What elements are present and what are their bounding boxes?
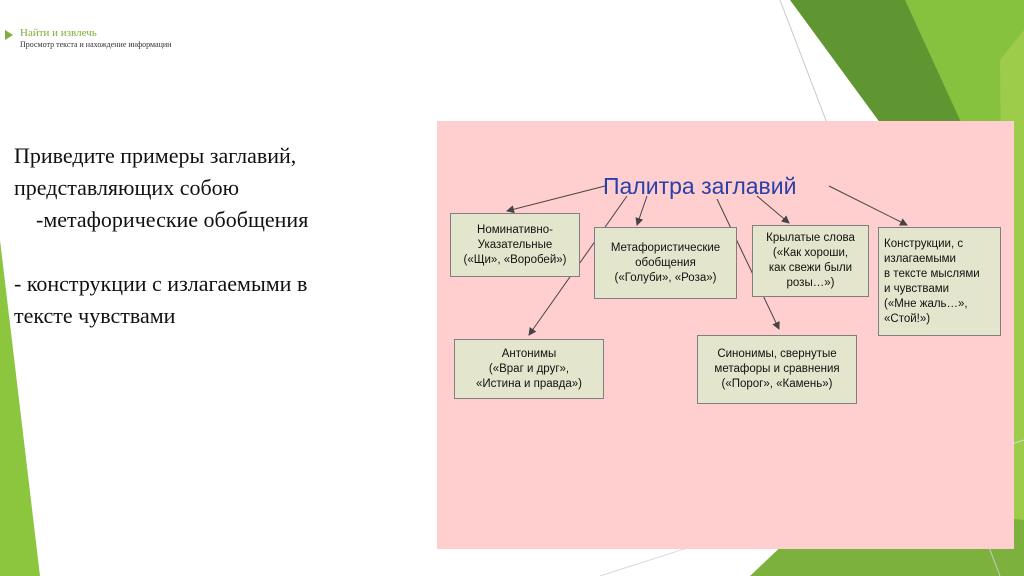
body-line-6: тексте чувствами	[14, 303, 176, 328]
arrow-to-metaphoric	[637, 196, 647, 225]
box-metaphoric-line-2: обобщения	[635, 256, 696, 269]
box-constructions-line-3: в тексте мыслями	[884, 267, 980, 280]
box-metaphoric	[594, 227, 737, 299]
slide-kicker: Найти и извлечь	[20, 27, 97, 39]
box-winged-line-3: как свежи были	[768, 262, 853, 274]
box-synonyms-line-3: («Порог», «Камень»)	[721, 378, 833, 390]
box-constructions	[878, 227, 1001, 336]
box-metaphoric-line-3: («Голуби», «Роза»)	[614, 271, 717, 284]
box-antonyms-line-3: «Истина и правда»)	[476, 377, 582, 390]
box-constructions-line-5: («Мне жаль…»,	[884, 297, 968, 310]
box-antonyms-line-1: Антонимы	[501, 347, 557, 360]
box-nominative-line-2: Указательные	[477, 238, 553, 251]
box-synonyms	[697, 335, 857, 404]
slide-kicker-subtitle: Просмотр текста и нахождение информации	[20, 40, 172, 49]
box-antonyms	[454, 339, 604, 399]
body-line-3: -метафорические обобщения	[36, 207, 309, 232]
box-nominative-line-3: («Щи», «Воробей»)	[463, 253, 567, 266]
arrow-to-constructions	[829, 186, 907, 225]
box-metaphoric-line-1: Метафористические	[610, 241, 721, 254]
box-constructions-line-4: и чувствами	[884, 282, 950, 295]
box-constructions-line-1: Конструкции, с	[884, 237, 964, 250]
body-line-5: - конструкции с излагаемыми в	[14, 271, 308, 296]
box-synonyms-line-1: Синонимы, свернутые	[717, 348, 837, 360]
header-arrow-icon	[5, 30, 13, 40]
body-line-2: представляющих собою	[14, 175, 240, 200]
body-line-1: Приведите примеры заглавий,	[14, 143, 297, 168]
box-winged	[752, 225, 869, 297]
diagram-title: Палитра заглавий	[603, 173, 797, 199]
box-constructions-line-6: «Стой!»)	[884, 312, 931, 325]
diagram-panel	[437, 121, 1014, 549]
slide-body-text	[14, 140, 434, 332]
box-antonyms-line-2: («Враг и друг»,	[488, 362, 570, 375]
arrow-to-winged	[757, 196, 789, 223]
box-constructions-line-2: излагаемыми	[884, 252, 956, 265]
box-nominative	[450, 213, 580, 277]
box-synonyms-line-2: метафоры и сравнения	[714, 363, 840, 375]
box-nominative-line-1: Номинативно-	[477, 223, 553, 236]
box-winged-line-1: Крылатые слова	[766, 232, 855, 244]
body-line-4	[14, 236, 434, 268]
arrow-to-nominative	[507, 186, 605, 211]
box-winged-line-2: («Как хороши,	[772, 247, 849, 259]
box-winged-line-4: розы…»)	[786, 277, 835, 289]
